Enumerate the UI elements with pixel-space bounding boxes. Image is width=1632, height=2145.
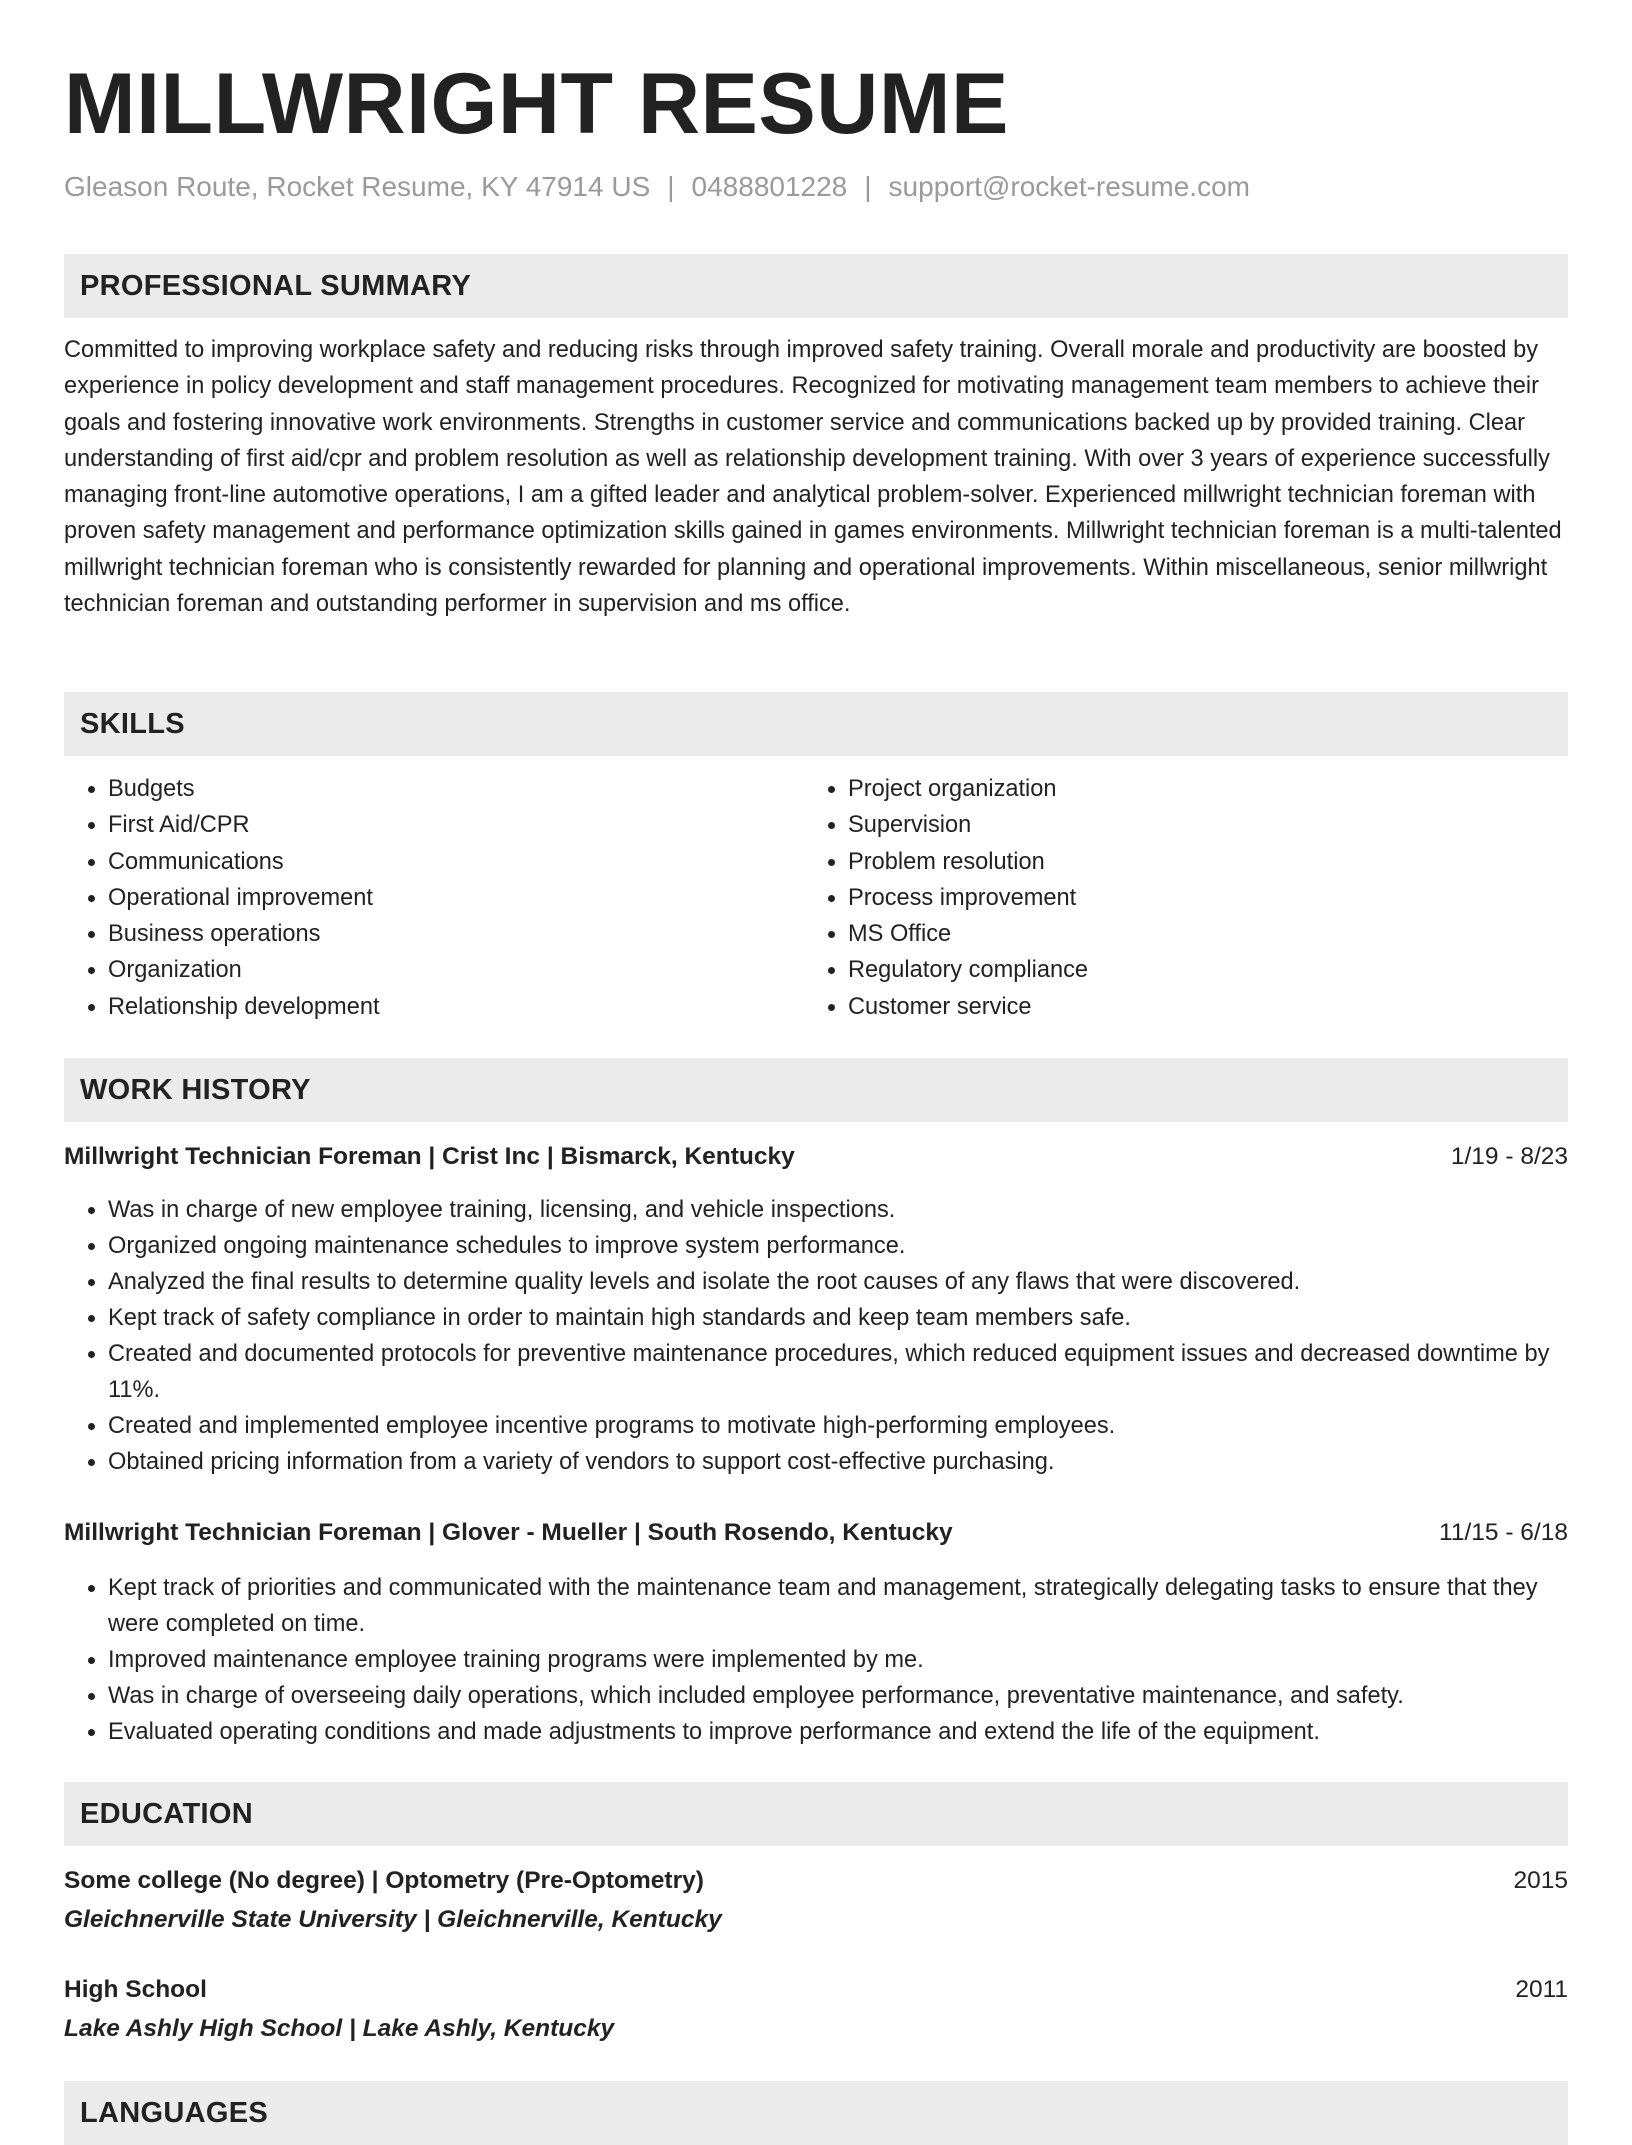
resume-page: [64, 0, 1568, 2129]
skills-list-left: [64, 771, 806, 1025]
contact-separator: |: [667, 171, 675, 202]
job-dates: 11/15 - 6/18: [1439, 1519, 1568, 1546]
education-year: 2015: [1513, 1867, 1568, 1894]
job-bullet: • Evaluated operating conditions and made adjustments to improve performance and extend the life of the equipment.: [108, 1714, 1568, 1750]
summary-section-bar: [64, 254, 1568, 318]
education-degree: High School: [64, 1976, 207, 2003]
work-section-title: WORK HISTORY: [80, 1074, 311, 1106]
job-bullet: • Created and implemented employee incentive programs to motivate high-performing employees.: [108, 1408, 1568, 1444]
skill-item: • Relationship development: [108, 989, 806, 1025]
job-bullet: • Improved maintenance employee training programs were implemented by me.: [108, 1642, 1568, 1678]
languages-section-title: LANGUAGES: [80, 2097, 268, 2129]
job-bullet: • Obtained pricing information from a variety of vendors to support cost-effective purchasing.: [108, 1444, 1568, 1480]
job-bullet: • Created and documented protocols for preventive maintenance procedures, which reduced equipment issues and decreased downtime by 11%.: [108, 1336, 1568, 1408]
skill-item: • Supervision: [848, 807, 1548, 843]
education-heading-row: [64, 1973, 1568, 2007]
skills-columns: [64, 771, 1568, 1025]
contact-separator: |: [864, 171, 872, 202]
skill-item: • MS Office: [848, 916, 1548, 952]
skills-list-right: [806, 771, 1548, 1025]
job-heading-row: [64, 1140, 1568, 1174]
job-bullet: • Analyzed the final results to determine quality levels and isolate the root causes of any flaws that were discovered.: [108, 1264, 1568, 1300]
education-degree: Some college (No degree) | Optometry (Pre-Optometry): [64, 1867, 704, 1894]
education-school: Gleichnerville State University | Gleichnerville, Kentucky: [64, 1906, 722, 1933]
resume-name-heading: MILLWRIGHT RESUME: [64, 56, 1009, 152]
skill-item: • Operational improvement: [108, 880, 806, 916]
skills-section-title: SKILLS: [80, 708, 185, 740]
education-year: 2011: [1515, 1976, 1568, 2003]
skill-item: • Budgets: [108, 771, 806, 807]
skill-item: • Problem resolution: [848, 844, 1548, 880]
skill-item: • Organization: [108, 952, 806, 988]
languages-section-bar: [64, 2081, 1568, 2145]
contact-address: Gleason Route, Rocket Resume, KY 47914 US: [64, 171, 651, 202]
job-bullet: • Was in charge of overseeing daily operations, which included employee performance, preventative maintenance, and safety.: [108, 1678, 1568, 1714]
job-bullet: • Was in charge of new employee training, licensing, and vehicle inspections.: [108, 1192, 1568, 1228]
contact-line: [64, 170, 1568, 204]
job-title: Millwright Technician Foreman | Crist Inc | Bismarck, Kentucky: [64, 1143, 795, 1170]
summary-section-title: PROFESSIONAL SUMMARY: [80, 270, 472, 302]
job-bullet: • Organized ongoing maintenance schedules to improve system performance.: [108, 1228, 1568, 1264]
skill-item: • First Aid/CPR: [108, 807, 806, 843]
skill-item: • Business operations: [108, 916, 806, 952]
contact-email: support@rocket-resume.com: [888, 171, 1250, 202]
skill-item: • Customer service: [848, 989, 1548, 1025]
education-section-title: EDUCATION: [80, 1798, 253, 1830]
education-heading-row: [64, 1864, 1568, 1898]
work-section-bar: [64, 1058, 1568, 1122]
job-bullet-list: [64, 1192, 1568, 1480]
job-dates: 1/19 - 8/23: [1450, 1143, 1568, 1170]
education-school: Lake Ashly High School | Lake Ashly, Kentucky: [64, 2015, 615, 2042]
skill-item: • Regulatory compliance: [848, 952, 1548, 988]
job-bullet: • Kept track of priorities and communicated with the maintenance team and management, strategically delegating tasks to ensure that they were completed on time.: [108, 1570, 1568, 1642]
skill-item: • Project organization: [848, 771, 1548, 807]
job-bullet-list: [64, 1570, 1568, 1750]
education-section-bar: [64, 1782, 1568, 1846]
skill-item: • Communications: [108, 844, 806, 880]
summary-text: Committed to improving workplace safety and reducing risks through improved safety training. Overall morale and productivity are boosted by experience in policy development and staff management procedures. Recognized for motivating management team members to achieve their goals and fostering innovative work environments. Strengths in customer service and communications backed up by provided training. Clear understanding of first aid/cpr and problem resolution as well as relationship development training. With over 3 years of experience successfully managing front-line automotive operations, I am a gifted leader and analytical problem-solver. Experienced millwright technician foreman with proven safety management and performance optimization skills gained in games environments. Millwright technician foreman is a multi-talented millwright technician foreman who is consistently rewarded for planning and operational improvements. Within miscellaneous, senior millwright technician foreman and outstanding performer in supervision and ms office.: [64, 337, 1562, 618]
job-bullet: • Kept track of safety compliance in order to maintain high standards and keep team members safe.: [108, 1300, 1568, 1336]
skills-section-bar: [64, 692, 1568, 756]
skill-item: • Process improvement: [848, 880, 1548, 916]
job-title: Millwright Technician Foreman | Glover - Mueller | South Rosendo, Kentucky: [64, 1519, 953, 1546]
contact-phone: 0488801228: [691, 171, 848, 202]
job-heading-row: [64, 1516, 1568, 1550]
